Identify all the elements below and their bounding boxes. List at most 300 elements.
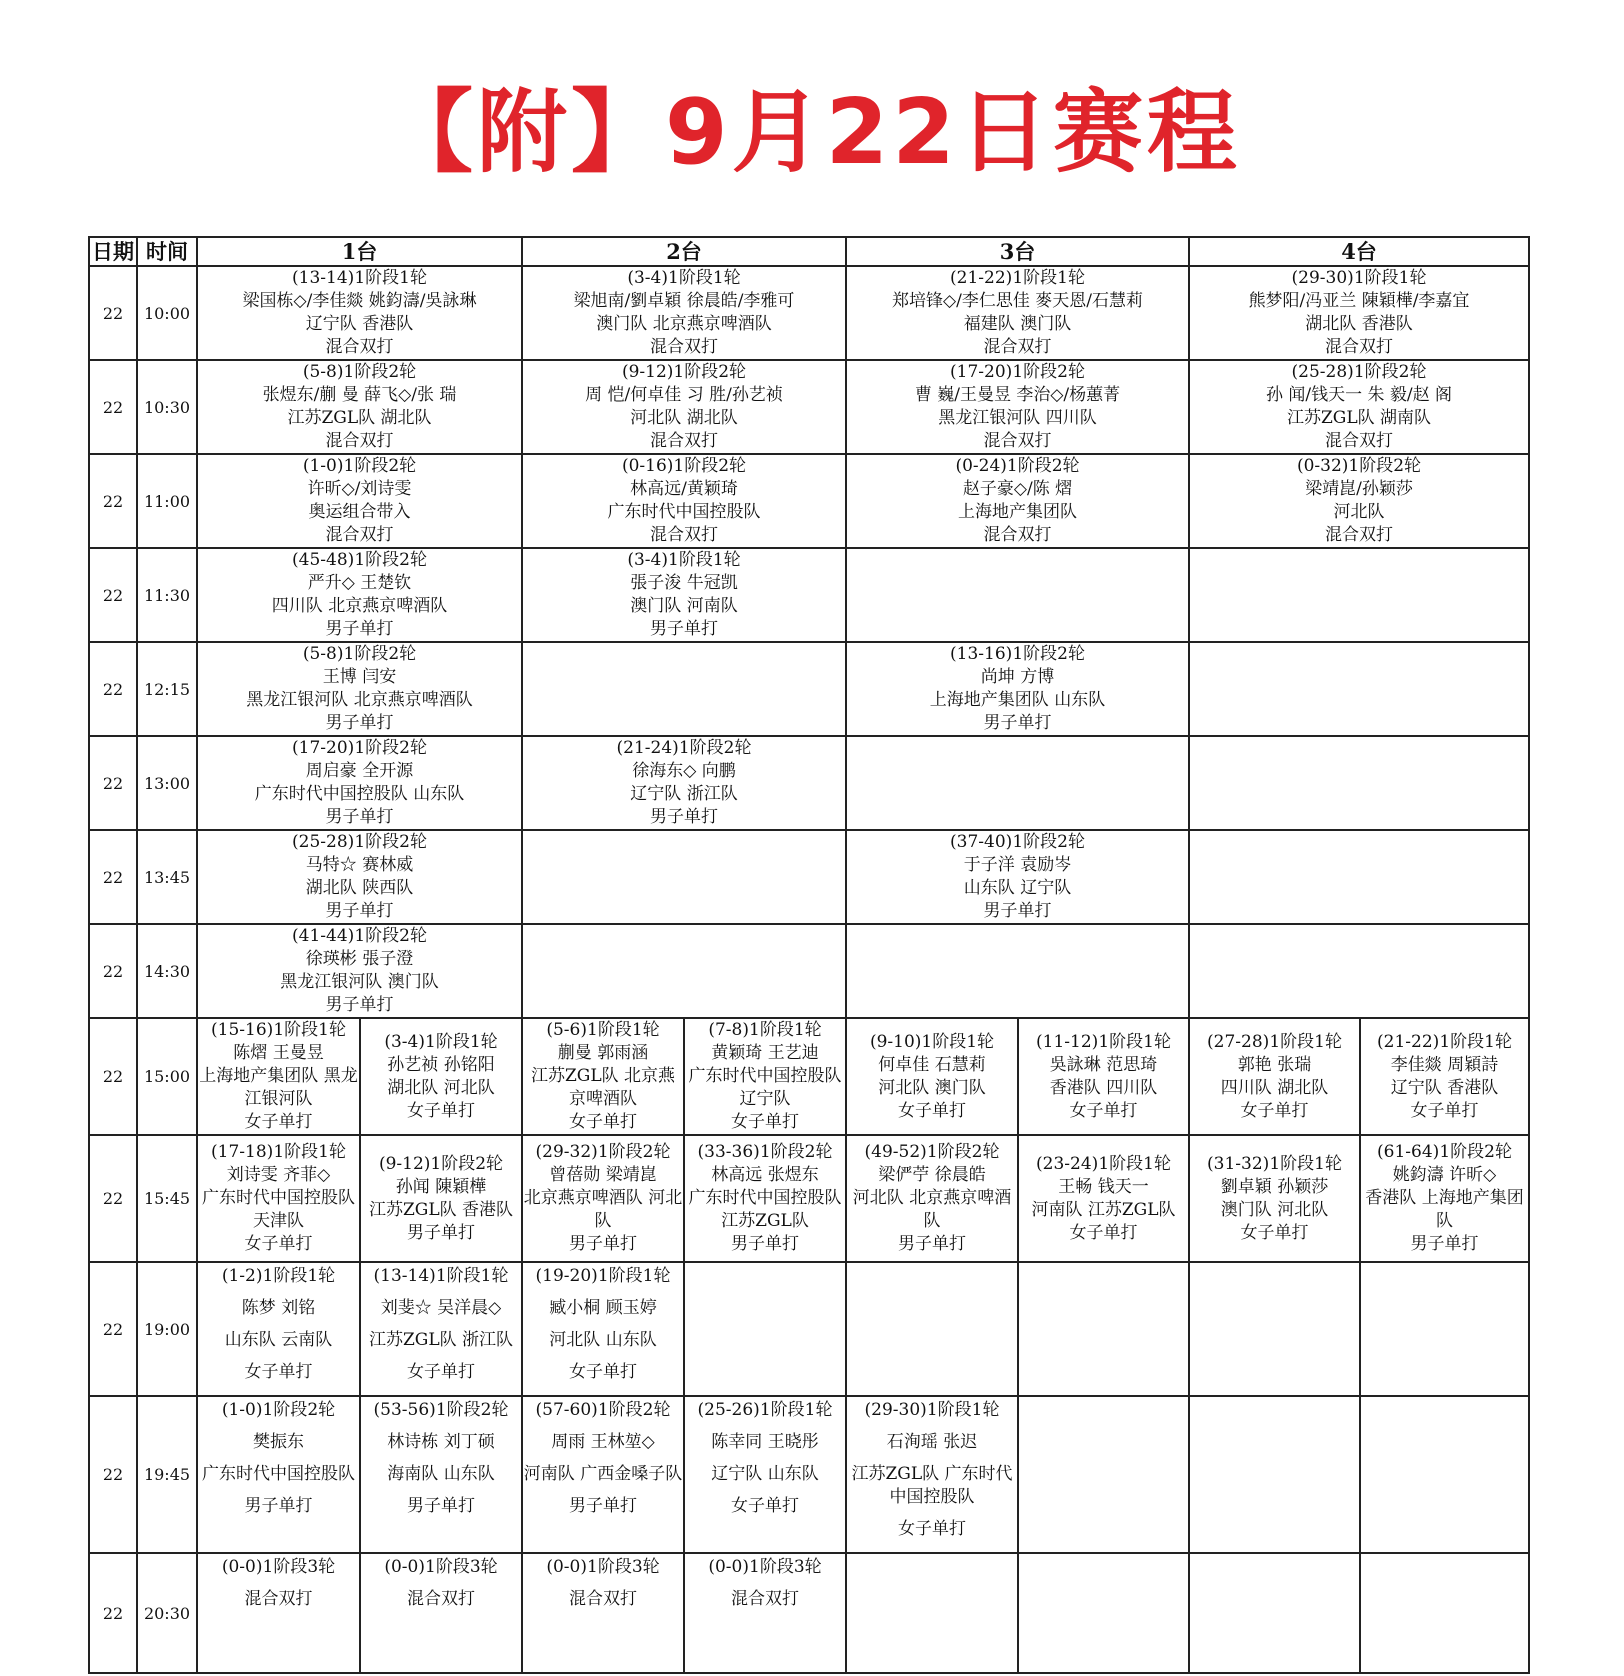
match-event: 女子单打 bbox=[1240, 1222, 1309, 1243]
match-teams: 江苏ZGL队 湖南队 bbox=[1286, 408, 1432, 428]
match-round: (9-12)1阶段2轮 bbox=[621, 362, 747, 382]
match-entry bbox=[198, 1396, 359, 1553]
table-cell bbox=[1189, 642, 1529, 736]
match-event: 混合双打 bbox=[569, 1589, 637, 1609]
date-cell: 22 bbox=[89, 1396, 137, 1553]
table-cell bbox=[522, 736, 846, 830]
match-round: (0-16)1阶段2轮 bbox=[621, 456, 747, 476]
schedule-row bbox=[89, 830, 1529, 924]
match-players: 郭艳 张瑞 bbox=[1237, 1054, 1312, 1075]
match-entry bbox=[1190, 455, 1528, 547]
match-entry bbox=[198, 267, 521, 359]
header-table-1: 1台 bbox=[197, 237, 522, 266]
match-teams: 江苏ZGL队 香港队 bbox=[368, 1199, 514, 1220]
schedule-row bbox=[89, 548, 1529, 642]
match-round: (31-32)1阶段1轮 bbox=[1207, 1153, 1342, 1174]
match-players: 姚鈞濤 许昕◇ bbox=[1392, 1165, 1497, 1185]
match-entry bbox=[1190, 1136, 1359, 1261]
match-event: 女子单打 bbox=[1240, 1100, 1309, 1121]
schedule-row bbox=[89, 1262, 1529, 1396]
table-cell bbox=[522, 1135, 684, 1262]
table-cell bbox=[1018, 1135, 1189, 1262]
match-event: 女子单打 bbox=[1069, 1222, 1138, 1243]
match-round: (17-20)1阶段2轮 bbox=[292, 738, 427, 758]
match-entry bbox=[685, 1136, 845, 1261]
match-event: 男子单打 bbox=[983, 713, 1052, 733]
match-players: 于子洋 袁励岑 bbox=[963, 855, 1072, 875]
match-round: (19-20)1阶段1轮 bbox=[535, 1266, 671, 1286]
table-cell bbox=[197, 830, 522, 924]
match-event: 男子单打 bbox=[325, 901, 394, 921]
date-cell: 22 bbox=[89, 1135, 137, 1262]
match-event: 男子单打 bbox=[407, 1222, 475, 1243]
match-teams: 辽宁队 山东队 bbox=[711, 1464, 819, 1484]
match-event: 女子单打 bbox=[244, 1362, 313, 1382]
table-cell bbox=[522, 1553, 684, 1673]
table-cell bbox=[197, 1262, 360, 1396]
table-cell bbox=[1189, 1262, 1360, 1396]
match-players: 李佳燚 周穎詩 bbox=[1390, 1054, 1499, 1075]
match-entry bbox=[1190, 1019, 1359, 1134]
page-title: 【附】9月22日赛程 bbox=[383, 80, 1241, 185]
table-cell bbox=[197, 266, 522, 360]
match-event: 男子单打 bbox=[983, 901, 1052, 921]
table-cell bbox=[1189, 454, 1529, 548]
match-teams: 澳门队 河南队 bbox=[630, 596, 738, 616]
table-cell bbox=[1189, 548, 1529, 642]
match-event: 混合双打 bbox=[650, 525, 718, 545]
match-event: 女子单打 bbox=[1410, 1100, 1479, 1121]
match-event: 男子单打 bbox=[244, 1496, 313, 1516]
match-round: (11-12)1阶段1轮 bbox=[1036, 1031, 1171, 1052]
match-entry bbox=[847, 643, 1188, 735]
match-event: 男子单打 bbox=[325, 807, 394, 827]
match-entry bbox=[198, 925, 521, 1017]
match-entry bbox=[361, 1553, 521, 1673]
match-teams: 河南队 广西金嗓子队 bbox=[523, 1464, 683, 1484]
schedule-row bbox=[89, 266, 1529, 360]
match-entry bbox=[685, 1396, 845, 1553]
table-cell bbox=[684, 1018, 846, 1135]
match-round: (0-0)1阶段3轮 bbox=[546, 1557, 660, 1577]
table-cell bbox=[360, 1135, 522, 1262]
match-teams: 广东时代中国控股队 天津队 bbox=[202, 1188, 355, 1231]
table-cell bbox=[197, 454, 522, 548]
match-teams: 福建队 澳门队 bbox=[963, 314, 1072, 334]
table-cell bbox=[1189, 266, 1529, 360]
match-teams: 河北队 湖北队 bbox=[630, 408, 738, 428]
match-players: 林高远/黄颖琦 bbox=[630, 479, 738, 499]
match-teams: 河北队 山东队 bbox=[549, 1330, 657, 1350]
table-cell bbox=[522, 1396, 684, 1553]
match-round: (3-4)1阶段1轮 bbox=[627, 268, 741, 288]
table-cell bbox=[1189, 1018, 1360, 1135]
date-cell: 22 bbox=[89, 360, 137, 454]
match-teams: 河北队 bbox=[1333, 502, 1385, 522]
time-cell: 15:00 bbox=[137, 1018, 197, 1135]
table-cell bbox=[846, 736, 1189, 830]
match-players: 严升◇ 王楚钦 bbox=[307, 573, 412, 593]
match-players: 曹 巍/王曼昱 李治◇/杨蕙菁 bbox=[914, 385, 1121, 405]
table-cell bbox=[846, 642, 1189, 736]
match-event: 男子单打 bbox=[569, 1496, 637, 1516]
table-cell bbox=[197, 1396, 360, 1553]
match-event: 混合双打 bbox=[983, 431, 1052, 451]
match-teams: 香港队 四川队 bbox=[1049, 1077, 1158, 1098]
match-players: 孙闻 陳穎樺 bbox=[395, 1176, 487, 1197]
table-cell bbox=[522, 454, 846, 548]
time-cell: 20:30 bbox=[137, 1553, 197, 1673]
match-entry bbox=[685, 1019, 845, 1134]
table-cell bbox=[360, 1018, 522, 1135]
match-teams: 四川队 湖北队 bbox=[1220, 1077, 1329, 1098]
match-players: 熊梦阳/冯亚兰 陳穎樺/李嘉宜 bbox=[1248, 291, 1470, 311]
match-round: (21-22)1阶段1轮 bbox=[1377, 1031, 1512, 1052]
match-teams: 江苏ZGL队 浙江队 bbox=[368, 1330, 514, 1350]
date-cell: 22 bbox=[89, 736, 137, 830]
match-teams: 上海地产集团队 黑龙江银河队 bbox=[199, 1066, 358, 1109]
table-cell bbox=[1018, 1262, 1189, 1396]
match-teams: 澳门队 河北队 bbox=[1220, 1199, 1329, 1220]
match-teams: 上海地产集团队 bbox=[958, 502, 1077, 522]
time-cell: 10:00 bbox=[137, 266, 197, 360]
match-teams: 河北队 澳门队 bbox=[878, 1077, 986, 1098]
table-cell bbox=[360, 1553, 522, 1673]
match-entry bbox=[198, 737, 521, 829]
match-players: 王博 闫安 bbox=[322, 667, 397, 687]
match-teams: 辽宁队 浙江队 bbox=[630, 784, 738, 804]
match-entry bbox=[198, 549, 521, 641]
date-cell: 22 bbox=[89, 548, 137, 642]
match-entry bbox=[523, 361, 845, 453]
match-round: (0-0)1阶段3轮 bbox=[384, 1557, 498, 1577]
match-players: 赵子豪◇/陈 熠 bbox=[962, 479, 1073, 499]
table-cell bbox=[846, 830, 1189, 924]
match-entry bbox=[523, 549, 845, 641]
match-players: 周雨 王林堃◇ bbox=[551, 1432, 655, 1452]
time-cell: 12:15 bbox=[137, 642, 197, 736]
match-event: 男子单打 bbox=[325, 713, 394, 733]
match-players: 王畅 钱天一 bbox=[1058, 1176, 1149, 1197]
match-teams: 澳门队 北京燕京啤酒队 bbox=[596, 314, 772, 334]
date-cell: 22 bbox=[89, 924, 137, 1018]
match-teams: 黑龙江银河队 四川队 bbox=[938, 408, 1097, 428]
table-cell bbox=[522, 266, 846, 360]
match-round: (23-24)1阶段1轮 bbox=[1036, 1153, 1171, 1174]
match-entry bbox=[523, 1553, 683, 1673]
match-entry bbox=[1361, 1136, 1528, 1261]
match-entry bbox=[523, 267, 845, 359]
table-cell bbox=[197, 642, 522, 736]
date-cell: 22 bbox=[89, 266, 137, 360]
time-cell: 13:45 bbox=[137, 830, 197, 924]
match-event: 混合双打 bbox=[325, 337, 394, 357]
match-players: 梁国栋◇/李佳燚 姚鈞濤/吳詠琳 bbox=[242, 291, 477, 311]
table-cell bbox=[1189, 736, 1529, 830]
match-teams: 广东时代中国控股队 bbox=[607, 502, 761, 522]
match-players: 刘诗雯 齐菲◇ bbox=[226, 1165, 331, 1185]
match-event: 男子单打 bbox=[650, 807, 718, 827]
time-cell: 11:00 bbox=[137, 454, 197, 548]
match-round: (13-16)1阶段2轮 bbox=[950, 644, 1085, 664]
match-round: (21-22)1阶段1轮 bbox=[950, 268, 1085, 288]
table-cell bbox=[522, 924, 846, 1018]
match-event: 女子单打 bbox=[407, 1362, 475, 1382]
table-cell bbox=[522, 1262, 684, 1396]
match-players: 蒯曼 郭雨涵 bbox=[557, 1043, 649, 1063]
match-teams: 香港队 上海地产集团队 bbox=[1365, 1188, 1524, 1231]
match-round: (1-0)1阶段2轮 bbox=[302, 456, 417, 476]
match-event: 混合双打 bbox=[244, 1589, 313, 1609]
match-entry bbox=[847, 267, 1188, 359]
table-cell bbox=[1189, 360, 1529, 454]
match-round: (5-6)1阶段1轮 bbox=[546, 1020, 660, 1040]
table-cell bbox=[522, 1018, 684, 1135]
table-cell bbox=[846, 1553, 1018, 1673]
table-cell bbox=[684, 1135, 846, 1262]
date-cell: 22 bbox=[89, 1262, 137, 1396]
match-entry bbox=[1190, 361, 1528, 453]
date-cell: 22 bbox=[89, 1018, 137, 1135]
match-round: (45-48)1阶段2轮 bbox=[292, 550, 427, 570]
match-round: (7-8)1阶段1轮 bbox=[708, 1020, 822, 1040]
table-cell bbox=[197, 1553, 360, 1673]
match-entry bbox=[847, 361, 1188, 453]
match-teams: 广东时代中国控股队 bbox=[202, 1464, 355, 1484]
match-event: 男子单打 bbox=[898, 1234, 966, 1254]
match-players: 马特☆ 赛林威 bbox=[305, 855, 414, 875]
table-cell bbox=[684, 1396, 846, 1553]
match-entry bbox=[361, 1136, 521, 1261]
table-cell bbox=[1189, 1135, 1360, 1262]
match-players: 臧小桐 顾玉婷 bbox=[549, 1298, 657, 1318]
match-round: (25-28)1阶段2轮 bbox=[1291, 362, 1427, 382]
match-players: 陈梦 刘铭 bbox=[241, 1298, 316, 1318]
header-table-4: 4台 bbox=[1189, 237, 1529, 266]
date-cell: 22 bbox=[89, 1553, 137, 1673]
match-round: (5-8)1阶段2轮 bbox=[302, 362, 417, 382]
table-cell bbox=[197, 1018, 360, 1135]
match-teams: 辽宁队 香港队 bbox=[1390, 1077, 1499, 1098]
match-round: (9-10)1阶段1轮 bbox=[869, 1031, 995, 1052]
match-round: (25-28)1阶段2轮 bbox=[292, 832, 427, 852]
table-cell bbox=[1360, 1135, 1529, 1262]
match-teams: 江苏ZGL队 广东时代中国控股队 bbox=[851, 1464, 1013, 1507]
date-cell: 22 bbox=[89, 830, 137, 924]
match-entry bbox=[847, 1136, 1017, 1261]
date-cell: 22 bbox=[89, 642, 137, 736]
match-teams: 山东队 云南队 bbox=[224, 1330, 333, 1350]
match-round: (41-44)1阶段2轮 bbox=[292, 926, 427, 946]
match-event: 男子单打 bbox=[569, 1234, 637, 1254]
table-cell bbox=[1018, 1018, 1189, 1135]
match-round: (9-12)1阶段2轮 bbox=[378, 1153, 504, 1174]
schedule-row bbox=[89, 360, 1529, 454]
match-round: (21-24)1阶段2轮 bbox=[616, 738, 752, 758]
match-round: (3-4)1阶段1轮 bbox=[384, 1031, 498, 1052]
match-event: 混合双打 bbox=[325, 431, 394, 451]
match-event: 女子单打 bbox=[407, 1100, 475, 1121]
table-cell bbox=[197, 548, 522, 642]
schedule-row bbox=[89, 454, 1529, 548]
match-round: (29-30)1阶段1轮 bbox=[1291, 268, 1427, 288]
header-date: 日期 bbox=[89, 237, 137, 266]
match-round: (49-52)1阶段2轮 bbox=[864, 1142, 1000, 1162]
table-cell bbox=[1360, 1018, 1529, 1135]
time-cell: 10:30 bbox=[137, 360, 197, 454]
table-cell bbox=[846, 360, 1189, 454]
schedule-row bbox=[89, 1135, 1529, 1262]
match-players: 郑培锋◇/李仁思佳 麥天恩/石慧莉 bbox=[892, 291, 1143, 311]
match-event: 女子单打 bbox=[898, 1100, 966, 1121]
match-teams: 湖北队 香港队 bbox=[1305, 314, 1413, 334]
time-cell: 19:45 bbox=[137, 1396, 197, 1553]
match-players: 張子浚 牛冠凯 bbox=[630, 573, 738, 593]
table-cell bbox=[197, 924, 522, 1018]
header-time: 时间 bbox=[137, 237, 197, 266]
match-players: 周启豪 全开源 bbox=[305, 761, 414, 781]
table-cell bbox=[360, 1396, 522, 1553]
match-round: (29-32)1阶段2轮 bbox=[535, 1142, 671, 1162]
table-cell bbox=[846, 1262, 1018, 1396]
match-event: 男子单打 bbox=[650, 619, 718, 639]
match-players: 樊振东 bbox=[253, 1432, 304, 1452]
match-players: 梁靖崑/孙颖莎 bbox=[1305, 479, 1413, 499]
table-cell bbox=[197, 736, 522, 830]
table-cell bbox=[1360, 1262, 1529, 1396]
match-round: (17-20)1阶段2轮 bbox=[950, 362, 1085, 382]
match-players: 何卓佳 石慧莉 bbox=[878, 1054, 986, 1075]
match-players: 孙艺祯 孙铭阳 bbox=[387, 1054, 495, 1075]
match-round: (17-18)1阶段1轮 bbox=[211, 1142, 346, 1162]
table-cell bbox=[197, 1135, 360, 1262]
table-cell bbox=[1189, 924, 1529, 1018]
match-event: 女子单打 bbox=[1069, 1100, 1138, 1121]
table-cell bbox=[1189, 830, 1529, 924]
match-event: 混合双打 bbox=[650, 431, 718, 451]
schedule-row bbox=[89, 642, 1529, 736]
match-players: 梁俨苧 徐晨皓 bbox=[878, 1165, 986, 1185]
match-entry bbox=[847, 1396, 1017, 1553]
match-event: 男子单打 bbox=[1410, 1234, 1479, 1254]
match-teams: 奥运组合带入 bbox=[308, 502, 411, 522]
time-cell: 19:00 bbox=[137, 1262, 197, 1396]
table-cell bbox=[522, 548, 846, 642]
match-entry bbox=[198, 643, 521, 735]
match-players: 林高远 张煜东 bbox=[711, 1165, 819, 1185]
match-teams: 北京燕京啤酒队 河北队 bbox=[523, 1188, 683, 1231]
table-cell bbox=[1189, 1396, 1360, 1553]
match-event: 男子单打 bbox=[325, 619, 394, 639]
table-cell bbox=[197, 360, 522, 454]
match-entry bbox=[523, 455, 845, 547]
match-round: (37-40)1阶段2轮 bbox=[950, 832, 1085, 852]
match-teams: 广东时代中国控股队 江苏ZGL队 bbox=[688, 1188, 842, 1231]
header-table-2: 2台 bbox=[522, 237, 846, 266]
match-event: 女子单打 bbox=[244, 1234, 313, 1254]
table-cell bbox=[522, 642, 846, 736]
header-table-3: 3台 bbox=[846, 237, 1189, 266]
match-teams: 上海地产集团队 山东队 bbox=[929, 690, 1106, 710]
match-players: 许昕◇/刘诗雯 bbox=[307, 479, 412, 499]
match-entry bbox=[523, 1396, 683, 1553]
match-entry bbox=[1019, 1136, 1188, 1261]
match-players: 周 恺/何卓佳 习 胜/孙艺祯 bbox=[585, 385, 783, 405]
match-players: 徐海东◇ 向鹏 bbox=[632, 761, 736, 781]
table-cell bbox=[1189, 1553, 1360, 1673]
match-entry bbox=[198, 1262, 359, 1396]
table-cell bbox=[846, 1018, 1018, 1135]
match-entry bbox=[361, 1019, 521, 1134]
match-round: (15-16)1阶段1轮 bbox=[211, 1020, 346, 1040]
date-cell: 22 bbox=[89, 454, 137, 548]
schedule-row bbox=[89, 1396, 1529, 1553]
match-entry bbox=[1190, 267, 1528, 359]
schedule-row bbox=[89, 1553, 1529, 1673]
match-event: 女子单打 bbox=[731, 1496, 799, 1516]
match-event: 混合双打 bbox=[1325, 525, 1393, 545]
match-round: (13-14)1阶段1轮 bbox=[373, 1266, 509, 1286]
match-players: 林诗栋 刘丁硕 bbox=[387, 1432, 495, 1452]
match-event: 混合双打 bbox=[650, 337, 718, 357]
schedule-table bbox=[88, 236, 1530, 1674]
match-round: (25-26)1阶段1轮 bbox=[697, 1400, 833, 1420]
match-players: 梁旭南/劉卓穎 徐晨皓/李雅可 bbox=[573, 291, 795, 311]
match-players: 徐瑛彬 張子澄 bbox=[305, 949, 414, 969]
match-teams: 河南队 江苏ZGL队 bbox=[1031, 1199, 1176, 1220]
table-cell bbox=[522, 360, 846, 454]
match-round: (53-56)1阶段2轮 bbox=[373, 1400, 509, 1420]
match-round: (33-36)1阶段2轮 bbox=[697, 1142, 833, 1162]
match-event: 混合双打 bbox=[1325, 337, 1393, 357]
match-entry bbox=[198, 361, 521, 453]
match-entry bbox=[361, 1396, 521, 1553]
time-cell: 11:30 bbox=[137, 548, 197, 642]
match-entry bbox=[847, 1019, 1017, 1134]
match-event: 混合双打 bbox=[983, 525, 1052, 545]
match-entry bbox=[198, 1553, 359, 1673]
match-players: 劉卓穎 孙颖莎 bbox=[1220, 1176, 1329, 1197]
match-players: 吳詠琳 范思琦 bbox=[1049, 1054, 1158, 1075]
match-players: 陈熠 王曼昱 bbox=[233, 1043, 324, 1063]
table-cell bbox=[1360, 1396, 1529, 1553]
match-players: 陈幸同 王晓彤 bbox=[711, 1432, 819, 1452]
match-entry bbox=[523, 1019, 683, 1134]
table-cell bbox=[684, 1262, 846, 1396]
match-entry bbox=[523, 737, 845, 829]
match-entry bbox=[361, 1262, 521, 1396]
match-event: 男子单打 bbox=[407, 1496, 475, 1516]
match-round: (57-60)1阶段2轮 bbox=[535, 1400, 671, 1420]
table-cell bbox=[1018, 1396, 1189, 1553]
match-entry bbox=[198, 1019, 359, 1134]
match-round: (29-30)1阶段1轮 bbox=[864, 1400, 1000, 1420]
table-cell bbox=[846, 1396, 1018, 1553]
match-entry bbox=[198, 455, 521, 547]
match-entry bbox=[847, 455, 1188, 547]
match-entry bbox=[1361, 1019, 1528, 1134]
match-round: (61-64)1阶段2轮 bbox=[1377, 1142, 1512, 1162]
schedule-row bbox=[89, 1018, 1529, 1135]
match-event: 混合双打 bbox=[407, 1589, 475, 1609]
schedule-row bbox=[89, 736, 1529, 830]
table-cell bbox=[684, 1553, 846, 1673]
match-teams: 四川队 北京燕京啤酒队 bbox=[271, 596, 448, 616]
table-cell bbox=[846, 924, 1189, 1018]
match-teams: 山东队 辽宁队 bbox=[963, 878, 1072, 898]
match-event: 混合双打 bbox=[731, 1589, 799, 1609]
match-event: 女子单打 bbox=[731, 1112, 799, 1132]
